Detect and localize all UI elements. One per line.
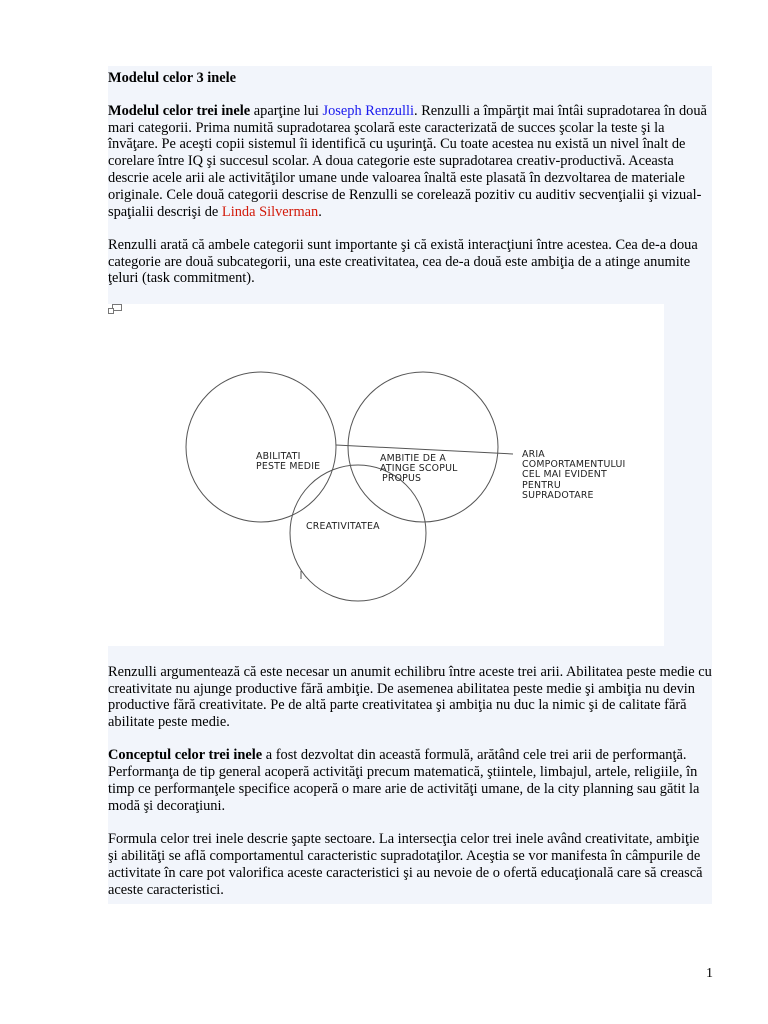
label-line: ARIA: [522, 448, 545, 460]
ring-abilitati: [186, 372, 336, 522]
text-run: aparţine lui: [250, 102, 323, 119]
enlarge-image-icon[interactable]: [108, 304, 122, 314]
paragraph-intro: [108, 103, 712, 221]
term-three-rings-concept: Conceptul celor trei inele: [108, 747, 263, 764]
label-line: CEL MAI EVIDENT: [522, 469, 607, 481]
label-aria: [522, 450, 625, 501]
label-line: SUPRADOTARE: [522, 489, 594, 501]
label-line: COMPORTAMENTULUI: [522, 459, 626, 471]
label-line: AMBITIE DE A: [380, 452, 447, 464]
label-line: ABILITATI: [256, 450, 301, 462]
three-rings-diagram: [108, 304, 664, 646]
paragraph-categories: Renzulli arată că ambele categorii sunt importante şi că există interacţiuni între acestea. Cea de-a doua categorie are două subcategorii, una este creativitatea, cea de-a două este ambiţia de a atinge anumite ţeluri (task commitment).: [108, 236, 698, 287]
document-body: [108, 66, 712, 904]
link-linda-silverman[interactable]: Linda Silverman: [221, 203, 319, 220]
document-heading: Modelul celor 3 inele: [108, 70, 237, 86]
label-line: ATINGE SCOPUL: [380, 463, 458, 475]
label-creativitatea: CREATIVITATEA: [306, 520, 380, 532]
page-number: 1: [706, 966, 713, 981]
label-abilitati: [256, 452, 320, 473]
label-ambitie: [380, 454, 458, 485]
paragraph-concept: [108, 747, 712, 814]
link-joseph-renzulli[interactable]: Joseph Renzulli: [322, 102, 414, 119]
label-line: PENTRU: [522, 479, 561, 491]
term-three-rings-model: Modelul celor trei inele: [108, 102, 251, 119]
text-run: . Renzulli a împărţit mai întâi supradotarea în două mari categorii. Prima numită supradotarea şcolară este caracterizată de succes şcolar la teste şi la învăţare. Pe aceşti copii sistemul îi identifică cu uşurinţă. Cu toate acestea nu există un nivel înalt de corelare între IQ şi succesul scolar. A doua categorie este supradotarea creativ-productivă. Aceasta descrie acele arii ale activităţilor umane unde valoarea înaltă este plasată în dezvoltarea de materiale originale. Cele două categorii descrise de Renzulli se corelează pozitiv cu auditiv secvenţialii şi vizual-spaţialii descrişi de: [108, 102, 707, 220]
text-run: a fost dezvoltat din această formulă, arătând cele trei arii de performanţă. Performanţa de tip general acoperă activităţi precum matematică, ştiintele, limbajul, artele, religiile, în timp ce performanţele specifice acoperă o mare arie de activităţi umane, de la city planning sau gătit la modă şi decoraţiuni.: [108, 747, 700, 814]
text-run: .: [318, 203, 322, 220]
paragraph-formula: Formula celor trei inele descrie şapte sectoare. La intersecţia celor trei inele având creativitate, ambiţie şi abilităţi se află comportamentul caracteristic supradotaţilor. Aceştia se vor manifesta în câmpurile de activitate în care pot valorifica aceste caracteristici şi au nevoie de o ofertă educaţională care să crească aceste caracteristici.: [108, 831, 703, 898]
label-line: PESTE MEDIE: [256, 461, 321, 473]
label-line: PROPUS: [382, 473, 422, 485]
paragraph-balance: Renzulli argumentează că este necesar un anumit echilibru între aceste trei arii. Abilitatea peste medie cu creativitate nu ajunge productive fără ambiţie. De asemenea abilitatea peste medie şi ambiţia nu devin productive fără creativitate. Pe de altă parte creativitatea şi ambiţia nu duc la nimic şi de calitate fără abilitate peste medie.: [108, 663, 712, 731]
